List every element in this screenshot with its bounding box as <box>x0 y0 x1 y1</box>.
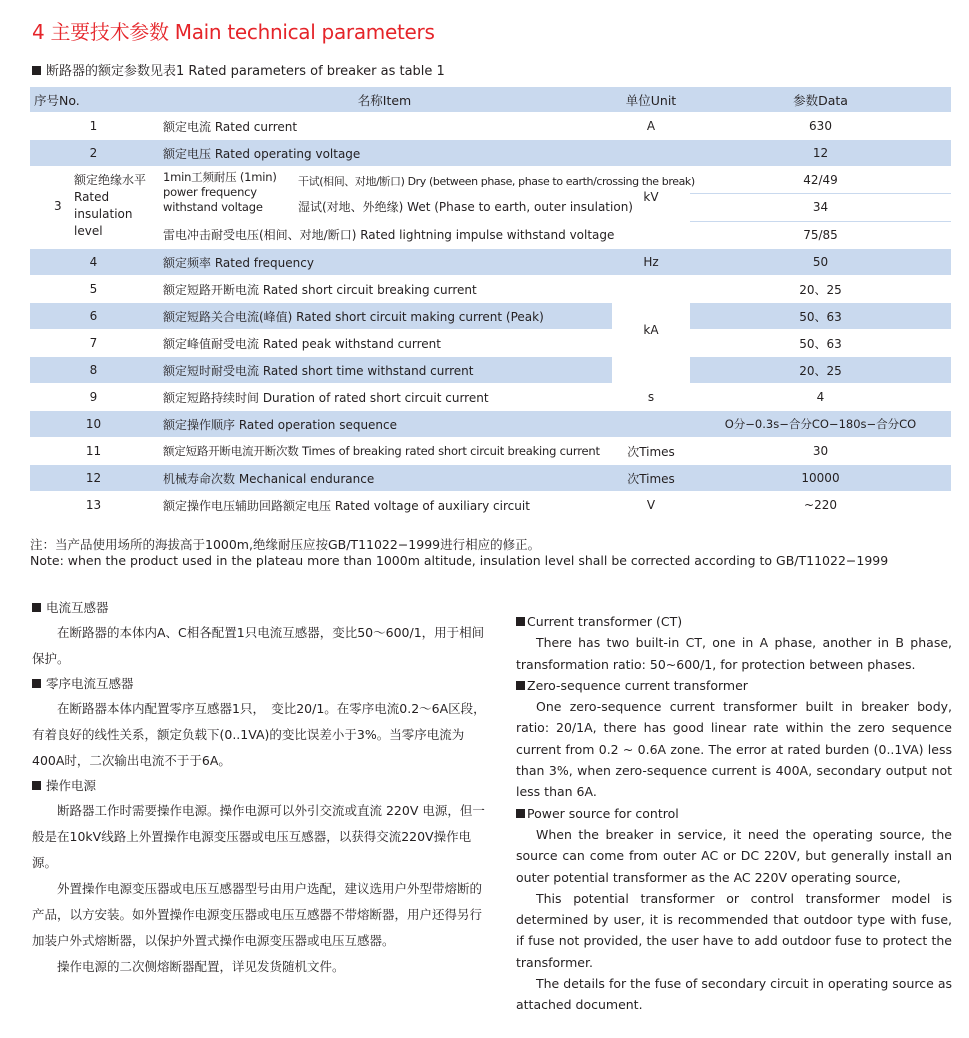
row-data: 10000 <box>690 465 951 492</box>
table-row <box>30 303 951 330</box>
row-no: 10 <box>30 411 157 438</box>
heading-text: Current transformer (CT) <box>527 614 683 629</box>
table-caption-text: 断路器的额定参数见表1 Rated parameters of breaker as table 1 <box>46 64 445 79</box>
row-no-cell <box>30 167 157 249</box>
row-item: 额定电压 Rated operating voltage <box>157 140 612 167</box>
table-row <box>30 465 951 492</box>
row-unit <box>612 140 690 167</box>
square-bullet-icon <box>516 681 525 690</box>
square-bullet-icon <box>32 603 41 612</box>
note-en: Note: when the product used in the plateau more than 1000m altitude, insulation level shall be corrected according to GB/T11022−1999 <box>30 553 889 568</box>
row-data: 630 <box>690 113 951 140</box>
ct-heading-en <box>516 611 952 632</box>
row-no: 5 <box>30 276 157 303</box>
table-row <box>30 140 951 167</box>
note-zh: 注：当产品使用场所的海拔高于1000m,绝缘耐压应按GB/T11022−1999进行相应的修正。 <box>30 537 541 552</box>
altitude-note <box>30 537 888 569</box>
row-no: 13 <box>30 492 157 519</box>
square-bullet-icon <box>32 66 41 75</box>
power-frequency-label: 1min工频耐压 (1min) power frequency withstand voltage <box>163 170 277 214</box>
table-row <box>30 438 951 465</box>
zct-heading-en <box>516 675 952 696</box>
row-no: 1 <box>30 113 157 140</box>
heading-text: 零序电流互感器 <box>46 676 134 691</box>
heading-text: 电流互感器 <box>46 600 109 615</box>
ct-paragraph-en: There has two built-in CT, one in A phase, another in B phase, transformation ratio: 50~600/1, for protection between phases. <box>516 635 952 672</box>
table-row <box>30 249 951 276</box>
row-no: 12 <box>30 465 157 492</box>
heading-text: Power source for control <box>527 805 679 821</box>
row-no: 8 <box>30 357 157 384</box>
table-row <box>30 384 951 411</box>
row-data: ~220 <box>690 492 951 519</box>
table-caption <box>32 60 445 79</box>
ct-paragraph-zh: 在断路器的本体内A、C相各配置1只电流互感器，变比50～600/1，用于相间保护。 <box>32 625 485 666</box>
square-bullet-icon <box>32 679 41 688</box>
row-data: 20、25 <box>690 276 951 303</box>
ct-heading-zh <box>32 596 492 620</box>
row-data: 50 <box>690 249 951 276</box>
insulation-unit: kV <box>612 167 690 249</box>
row-data: 50、63 <box>690 330 951 357</box>
table-row <box>30 276 951 303</box>
table-header-row <box>30 87 951 113</box>
table-row <box>30 492 951 519</box>
row-item: 额定峰值耐受电流 Rated peak withstand current <box>157 330 612 357</box>
dry-test-label: 干试(相间、对地/断口) Dry (between phase, phase to earth/crossing the break) <box>298 175 695 188</box>
lightning-impulse-value: 75/85 <box>803 228 838 242</box>
table-row-insulation <box>30 167 951 249</box>
row-no: 7 <box>30 330 157 357</box>
row-item: 额定短时耐受电流 Rated short time withstand current <box>157 357 612 384</box>
table-row <box>30 113 951 140</box>
row-no: 4 <box>30 249 157 276</box>
row-item: 额定短路开断电流开断次数 Times of breaking rated short circuit breaking current <box>157 438 612 465</box>
row-data: O分−0.3s−合分CO−180s−合分CO <box>690 411 951 438</box>
table-row <box>30 357 951 384</box>
ps-heading-en <box>516 803 952 824</box>
heading-text: 操作电源 <box>46 778 97 793</box>
row-item: 额定短路开断电流 Rated short circuit breaking current <box>157 276 612 303</box>
ps-heading-zh <box>32 774 492 798</box>
heading-text: Zero-sequence current transformer <box>527 677 748 693</box>
parameters-table <box>30 87 951 519</box>
header-unit: 单位Unit <box>612 87 690 113</box>
section-title: 4 主要技术参数 Main technical parameters <box>32 20 435 44</box>
zct-paragraph-en: One zero-sequence current transformer built in breaker body, ratio: 20/1A, there has good linear rate within the zero sequence current from 0.2 ~ 0.6A zone. The error at rated burden (0..1VA) less than 3%, when zero-sequence current is 400A, secondary output not less than 6A. <box>516 699 952 800</box>
row-no: 3 <box>54 199 62 213</box>
ps-paragraph2-zh: 外置操作电源变压器或电压互感器型号由用户选配，建议选用户外型带熔断的产品，以方安装。如外置操作电源变压器或电压互感器不带熔断器，用户还得另行加装户外式熔断器，以保护外置式操作电源变压器或电压互感器。 <box>32 881 483 948</box>
square-bullet-icon <box>516 617 525 626</box>
table-row <box>30 330 951 357</box>
header-data: 参数Data <box>690 87 951 113</box>
row-no: 2 <box>30 140 157 167</box>
insulation-group-label: 额定绝缘水平 Rated insulation level <box>74 173 147 238</box>
wet-test-value: 34 <box>812 200 829 214</box>
ps-paragraph3-en: The details for the fuse of secondary circuit in operating source as attached document. <box>516 976 952 1013</box>
row-no: 11 <box>30 438 157 465</box>
ps-paragraph3-zh: 操作电源的二次侧熔断器配置，详见发货随机文件。 <box>57 959 345 974</box>
header-no: 序号No. <box>30 87 157 113</box>
row-item: 额定操作电压辅助回路额定电压 Rated voltage of auxiliary circuit <box>157 492 612 519</box>
row-item: 额定电流 Rated current <box>157 113 612 140</box>
row-data: 50、63 <box>690 303 951 330</box>
english-column <box>516 611 952 1016</box>
chinese-column <box>32 596 492 980</box>
square-bullet-icon <box>32 781 41 790</box>
insulation-data-cell <box>690 167 951 249</box>
row-unit: A <box>612 113 690 140</box>
row-unit: 次Times <box>612 438 690 465</box>
dry-test-value: 42/49 <box>803 173 838 187</box>
row-unit <box>612 411 690 438</box>
wet-test-label: 湿试(对地、外绝缘) Wet (Phase to earth, outer insulation) <box>298 200 633 214</box>
row-no: 9 <box>30 384 157 411</box>
row-unit: s <box>612 384 690 411</box>
row-data: 30 <box>690 438 951 465</box>
row-item: 额定短路持续时间 Duration of rated short circuit current <box>157 384 612 411</box>
row-item: 机械寿命次数 Mechanical endurance <box>157 465 612 492</box>
row-item: 额定短路关合电流(峰值) Rated short circuit making current (Peak) <box>157 303 612 330</box>
zct-paragraph-zh: 在断路器本体内配置零序互感器1只， 变比20/1。在零序电流0.2～6A区段，有着良好的线性关系，额定负载下(0..1VA)的变比误差小于3%。当零序电流为400A时，二次输出电流不于于6A。 <box>32 701 486 768</box>
header-item: 名称Item <box>157 87 612 113</box>
ps-paragraph1-zh: 断路器工作时需要操作电源。操作电源可以外引交流或直流 220V 电源，但一般是在10kV线路上外置操作电源变压器或电压互感器，以获得交流220V操作电源。 <box>32 803 485 870</box>
row-unit: Hz <box>612 249 690 276</box>
lightning-impulse-label: 雷电冲击耐受电压(相间、对地/断口) Rated lightning impulse withstand voltage <box>163 228 615 242</box>
row-item: 额定频率 Rated frequency <box>157 249 612 276</box>
row-data: 20、25 <box>690 357 951 384</box>
row-unit-ka: kA <box>612 276 690 384</box>
square-bullet-icon <box>516 809 525 818</box>
row-data: 12 <box>690 140 951 167</box>
row-item: 额定操作顺序 Rated operation sequence <box>157 411 612 438</box>
row-unit: 次Times <box>612 465 690 492</box>
ps-paragraph1-en: When the breaker in service, it need the operating source, the source can come from outer AC or DC 220V, but generally install an outer potential transformer as the AC 220V operating source, <box>516 826 952 885</box>
row-no: 6 <box>30 303 157 330</box>
zct-heading-zh <box>32 672 492 696</box>
row-unit: V <box>612 492 690 519</box>
row-data: 4 <box>690 384 951 411</box>
table-row <box>30 411 951 438</box>
ps-paragraph2-en: This potential transformer or control transformer model is determined by user, it is recommended that outdoor type with fuse, if fuse not provided, the user have to add outdoor fuse to protect the transformer. <box>516 890 952 970</box>
